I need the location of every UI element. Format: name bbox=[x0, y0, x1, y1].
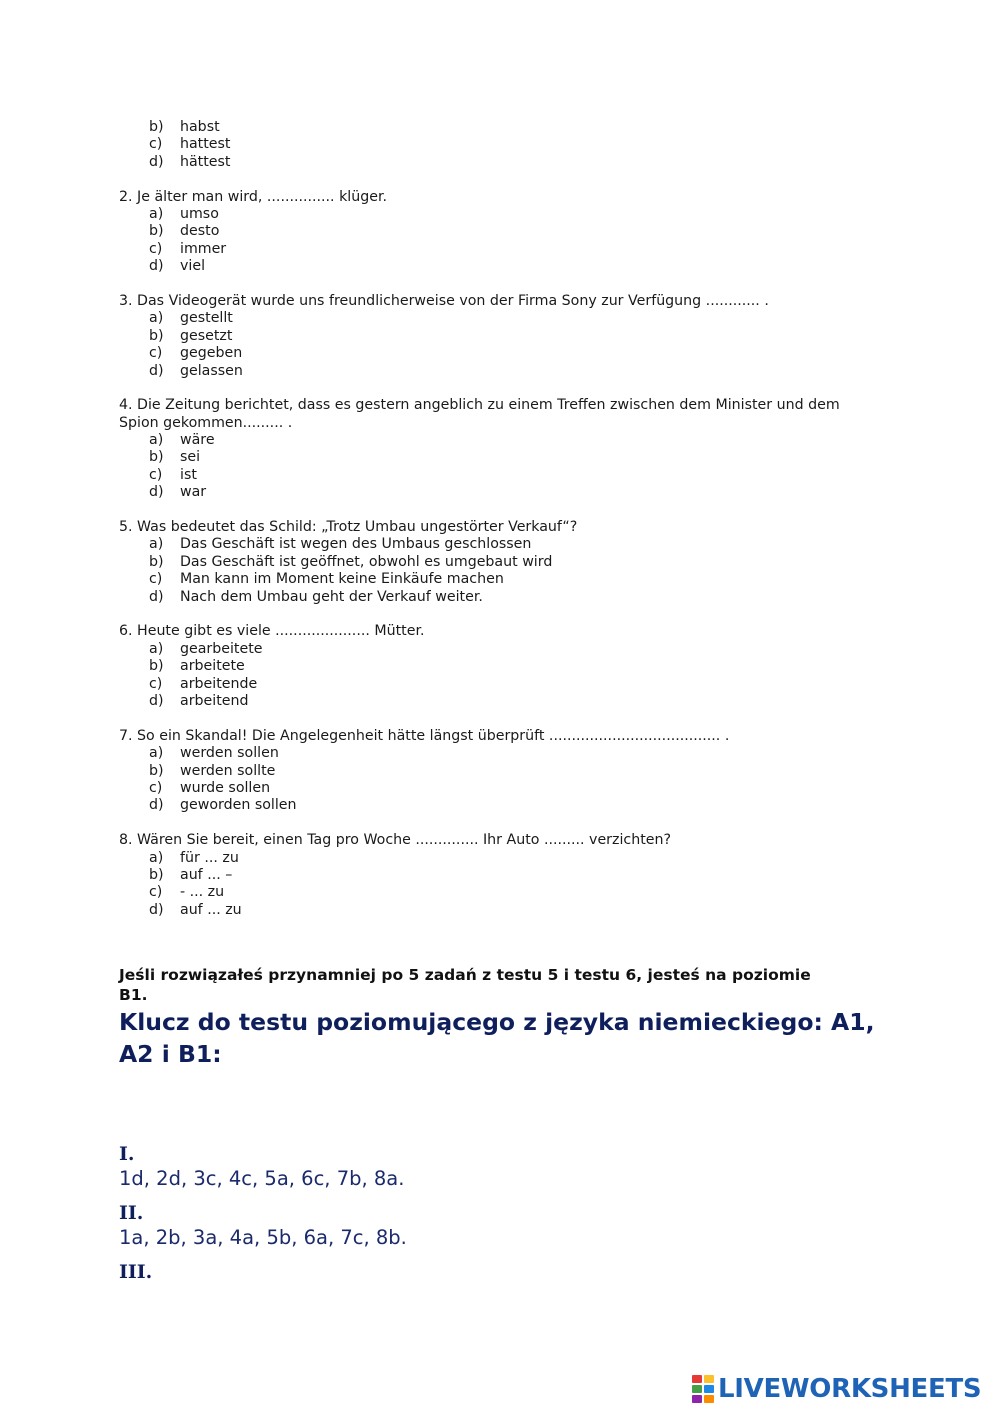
section-heading-1: I. bbox=[119, 1143, 135, 1165]
option-text: arbeitend bbox=[180, 692, 249, 709]
answer-key-title bbox=[119, 1006, 899, 1070]
option-letter: b) bbox=[149, 866, 164, 883]
option-item bbox=[119, 449, 879, 466]
option-letter: d) bbox=[149, 797, 164, 814]
question-stem: 8. Wären Sie bereit, einen Tag pro Woche .............. Ihr Auto ......... verzichten? bbox=[119, 832, 672, 849]
option-item bbox=[119, 850, 879, 867]
option-text: arbeitende bbox=[180, 675, 258, 692]
question-stem: 6. Heute gibt es viele ..................... Mütter. bbox=[119, 623, 425, 640]
option-letter: b) bbox=[149, 658, 164, 675]
option-text: - ... zu bbox=[180, 884, 225, 901]
option-item bbox=[119, 641, 879, 658]
section-heading-3: III. bbox=[119, 1261, 153, 1283]
option-letter: a) bbox=[149, 432, 164, 449]
option-text: geworden sollen bbox=[180, 797, 297, 814]
option-item bbox=[119, 484, 879, 501]
option-item bbox=[119, 363, 879, 380]
option-item bbox=[119, 763, 879, 780]
liveworksheets-logo bbox=[692, 1372, 981, 1406]
option-item bbox=[119, 797, 879, 814]
question-stem: 2. Je älter man wird, ............... klüger. bbox=[119, 188, 387, 205]
option-item bbox=[119, 241, 879, 258]
option-item bbox=[119, 432, 879, 449]
option-letter: a) bbox=[149, 849, 164, 866]
question-stem: 3. Das Videogerät wurde uns freundlicherweise von der Firma Sony zur Verfügung ............ . bbox=[119, 292, 769, 309]
option-text: wäre bbox=[180, 432, 215, 449]
option-letter: d) bbox=[149, 153, 164, 170]
option-item bbox=[119, 223, 879, 240]
logo-mark-cell bbox=[704, 1385, 714, 1393]
option-item bbox=[119, 554, 879, 571]
question-8 bbox=[119, 832, 879, 919]
option-letter: b) bbox=[149, 327, 164, 344]
question-stem: 4. Die Zeitung berichtet, dass es gestern angeblich zu einem Treffen zwischen dem Minister und dem bbox=[119, 397, 840, 414]
option-text: Nach dem Umbau geht der Verkauf weiter. bbox=[180, 588, 483, 605]
option-item bbox=[119, 884, 879, 901]
option-letter: d) bbox=[149, 258, 164, 275]
option-item bbox=[119, 119, 879, 136]
logo-mark-cell bbox=[704, 1395, 714, 1403]
option-item bbox=[119, 536, 879, 553]
options-list bbox=[119, 432, 879, 502]
option-text: für ... zu bbox=[180, 849, 239, 866]
section-answers-1: 1d, 2d, 3c, 4c, 5a, 6c, 7b, 8a. bbox=[119, 1167, 405, 1190]
option-item bbox=[119, 658, 879, 675]
option-text: Das Geschäft ist geöffnet, obwohl es umgebaut wird bbox=[180, 553, 553, 570]
option-letter: c) bbox=[149, 466, 163, 483]
option-item bbox=[119, 745, 879, 762]
option-text: immer bbox=[180, 240, 227, 257]
option-item bbox=[119, 867, 879, 884]
section-heading-2: II. bbox=[119, 1202, 144, 1224]
option-letter: b) bbox=[149, 223, 164, 240]
liveworksheets-mark-icon bbox=[692, 1375, 714, 1403]
option-text: auf ... zu bbox=[180, 901, 242, 918]
question-list bbox=[119, 119, 879, 919]
option-item bbox=[119, 693, 879, 710]
level-note-line: B1. bbox=[119, 986, 148, 1004]
options-list bbox=[119, 641, 879, 711]
option-item bbox=[119, 589, 879, 606]
logo-mark-cell bbox=[692, 1385, 702, 1393]
option-text: desto bbox=[180, 223, 220, 240]
option-item bbox=[119, 571, 879, 588]
question-6 bbox=[119, 623, 879, 710]
option-letter: b) bbox=[149, 449, 164, 466]
option-text: hättest bbox=[180, 153, 231, 170]
question-7 bbox=[119, 728, 879, 815]
option-text: gegeben bbox=[180, 345, 243, 362]
option-item bbox=[119, 902, 879, 919]
option-item bbox=[119, 467, 879, 484]
option-letter: c) bbox=[149, 884, 163, 901]
option-text: arbeitete bbox=[180, 658, 245, 675]
option-letter: a) bbox=[149, 310, 164, 327]
option-text: auf ... – bbox=[180, 866, 233, 883]
option-letter: d) bbox=[149, 901, 164, 918]
option-letter: c) bbox=[149, 675, 163, 692]
option-letter: b) bbox=[149, 762, 164, 779]
option-letter: c) bbox=[149, 571, 163, 588]
option-text: Das Geschäft ist wegen des Umbaus geschlossen bbox=[180, 536, 532, 553]
option-letter: c) bbox=[149, 240, 163, 257]
options-list bbox=[119, 745, 879, 815]
option-text: gesetzt bbox=[180, 327, 233, 344]
option-text: werden sollen bbox=[180, 745, 279, 762]
title-line: A2 i B1: bbox=[119, 1040, 222, 1068]
logo-mark-cell bbox=[692, 1375, 702, 1383]
question-3 bbox=[119, 293, 879, 380]
options-list bbox=[119, 310, 879, 380]
logo-mark-cell bbox=[704, 1375, 714, 1383]
options-list bbox=[119, 536, 879, 606]
question-stem: 7. So ein Skandal! Die Angelegenheit hätte längst überprüft ...................................... . bbox=[119, 727, 730, 744]
option-letter: a) bbox=[149, 640, 164, 657]
question-5 bbox=[119, 519, 879, 606]
option-item bbox=[119, 780, 879, 797]
option-item bbox=[119, 345, 879, 362]
option-letter: c) bbox=[149, 345, 163, 362]
logo-mark-cell bbox=[692, 1395, 702, 1403]
option-letter: a) bbox=[149, 745, 164, 762]
option-letter: d) bbox=[149, 362, 164, 379]
option-text: umso bbox=[180, 205, 219, 222]
option-letter: c) bbox=[149, 136, 163, 153]
option-letter: d) bbox=[149, 692, 164, 709]
option-item bbox=[119, 136, 879, 153]
title-line: Klucz do testu poziomującego z języka niemieckiego: A1, bbox=[119, 1008, 875, 1036]
level-note-line: Jeśli rozwiązałeś przynamniej po 5 zadań z testu 5 i testu 6, jesteś na poziomie bbox=[119, 966, 811, 984]
option-item bbox=[119, 206, 879, 223]
option-letter: d) bbox=[149, 484, 164, 501]
option-item bbox=[119, 258, 879, 275]
level-note bbox=[119, 965, 879, 1005]
question-stem: 5. Was bedeutet das Schild: „Trotz Umbau ungestörter Verkauf“? bbox=[119, 519, 578, 536]
logo-text: LIVEWORKSHEETS bbox=[718, 1374, 982, 1404]
section-answers-2: 1a, 2b, 3a, 4a, 5b, 6a, 7c, 8b. bbox=[119, 1226, 407, 1249]
option-letter: c) bbox=[149, 779, 163, 796]
question-1-continued bbox=[119, 119, 879, 171]
question-2 bbox=[119, 189, 879, 276]
question-4 bbox=[119, 397, 879, 501]
option-text: habst bbox=[180, 119, 220, 135]
options-list bbox=[119, 850, 879, 920]
option-item bbox=[119, 328, 879, 345]
options-list bbox=[119, 206, 879, 276]
option-text: gearbeitete bbox=[180, 640, 263, 657]
option-text: war bbox=[180, 484, 207, 501]
option-text: werden sollte bbox=[180, 762, 276, 779]
option-text: viel bbox=[180, 258, 206, 275]
option-text: ist bbox=[180, 466, 197, 483]
option-item bbox=[119, 310, 879, 327]
option-item bbox=[119, 154, 879, 171]
option-letter: b) bbox=[149, 119, 164, 135]
option-letter: d) bbox=[149, 588, 164, 605]
options-list bbox=[119, 119, 879, 171]
option-text: wurde sollen bbox=[180, 779, 271, 796]
question-stem-continued: Spion gekommen......... . bbox=[119, 414, 293, 431]
option-item bbox=[119, 676, 879, 693]
option-text: gelassen bbox=[180, 362, 243, 379]
option-letter: b) bbox=[149, 553, 164, 570]
option-letter: a) bbox=[149, 536, 164, 553]
option-letter: a) bbox=[149, 205, 164, 222]
option-text: Man kann im Moment keine Einkäufe machen bbox=[180, 571, 504, 588]
option-text: gestellt bbox=[180, 310, 233, 327]
option-text: hattest bbox=[180, 136, 231, 153]
option-text: sei bbox=[180, 449, 201, 466]
